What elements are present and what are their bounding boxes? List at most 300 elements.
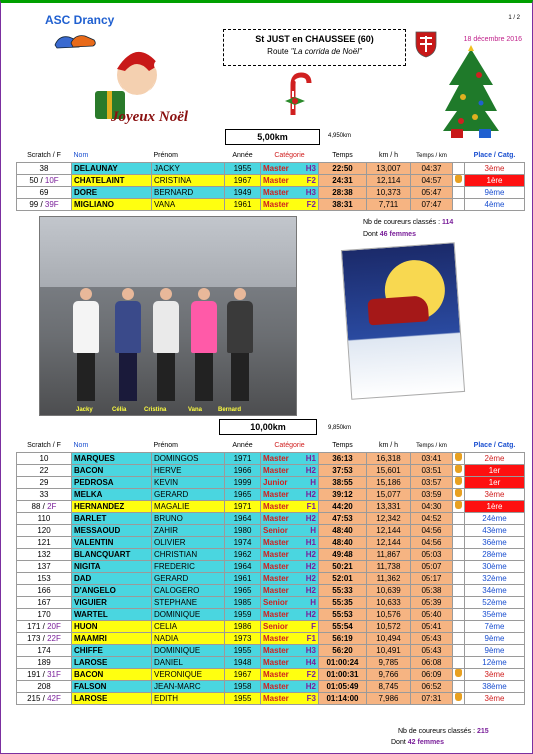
cell-place	[465, 608, 525, 620]
cell-prenom: GERARD	[152, 572, 225, 584]
cell-scratch	[17, 476, 72, 488]
result-row	[17, 488, 525, 500]
category-sub: F2	[306, 669, 316, 679]
photo-name-2: Célia	[112, 407, 127, 413]
cell-place	[465, 680, 525, 692]
cell-prenom: MAGALIE	[152, 500, 225, 512]
place-number: 1	[488, 465, 494, 475]
result-row	[17, 692, 525, 704]
cell-annee: 1971	[225, 500, 261, 512]
col-temps: Temps	[332, 152, 353, 160]
cell-categorie	[261, 500, 319, 512]
cell-scratch	[17, 596, 72, 608]
scratch-rank: 137	[37, 561, 51, 571]
race2-women-count: 42	[407, 739, 416, 746]
cell-categorie	[261, 174, 319, 186]
cell-annee: 1980	[225, 524, 261, 536]
col-scratch	[17, 150, 72, 162]
scratch-rank: 22	[39, 465, 49, 475]
cell-categorie	[261, 692, 319, 704]
category-name: Senior	[263, 597, 288, 607]
cell-nom: HERNANDEZ	[72, 500, 152, 512]
place-suffix: ème	[488, 163, 505, 173]
cell-place	[465, 500, 525, 512]
col2-annee: Année	[232, 442, 253, 450]
category-name: Junior	[263, 477, 288, 487]
col2-temps: Temps	[332, 442, 353, 450]
cell-prenom: BERNARD	[152, 186, 225, 198]
cell-nom: FALSON	[72, 680, 152, 692]
cell-categorie	[261, 572, 319, 584]
cell-icon	[453, 572, 465, 584]
cell-place	[465, 536, 525, 548]
cell-scratch	[17, 656, 72, 668]
cell-prenom: JACKY	[152, 162, 225, 174]
cell-place	[465, 656, 525, 668]
cell-place	[465, 632, 525, 644]
cell-temps: 47:53	[319, 512, 367, 524]
col-tpskm: Temps / km	[416, 152, 447, 159]
place-number: 34	[482, 585, 492, 595]
category-sub: H1	[305, 537, 316, 547]
category-name: Master	[263, 693, 289, 703]
category-sub: H2	[305, 573, 316, 583]
cell-temps: 28:38	[319, 186, 367, 198]
cell-prenom: EDITH	[152, 692, 225, 704]
cell-annee: 1959	[225, 608, 261, 620]
cell-place	[465, 524, 525, 536]
cell-tpskm: 04:52	[411, 512, 453, 524]
cell-tpskm: 06:08	[411, 656, 453, 668]
cell-tpskm: 04:56	[411, 536, 453, 548]
category-sub: H	[310, 477, 316, 487]
scratch-rank: 120	[37, 525, 51, 535]
col-annee: Année	[232, 152, 253, 160]
cell-annee: 1965	[225, 488, 261, 500]
cell-annee: 1949	[225, 186, 261, 198]
cell-temps: 55:53	[319, 608, 367, 620]
result-row	[17, 584, 525, 596]
cell-icon	[453, 162, 465, 174]
place-number: 1	[488, 477, 494, 487]
cell-icon	[453, 174, 465, 186]
category-sub: H4	[305, 657, 316, 667]
cell-icon	[453, 548, 465, 560]
photo-name-3: Cristina	[144, 407, 167, 413]
cell-place	[465, 452, 525, 464]
scratch-rank: 215	[27, 693, 41, 703]
cell-prenom: CELIA	[152, 620, 225, 632]
category-name: Master	[263, 657, 289, 667]
trophy-icon	[455, 501, 462, 509]
cell-tpskm: 07:47	[411, 198, 453, 210]
cell-annee: 1966	[225, 464, 261, 476]
scratch-rank: 38	[39, 163, 49, 173]
category-name: Master	[263, 465, 289, 475]
result-row	[17, 162, 525, 174]
scratch-rank: 69	[39, 187, 49, 197]
cell-annee: 1986	[225, 620, 261, 632]
cell-place	[465, 572, 525, 584]
cell-tpskm: 03:41	[411, 452, 453, 464]
cell-scratch: 99 / 39F	[17, 198, 72, 210]
result-row	[17, 608, 525, 620]
cell-tpskm: 03:51	[411, 464, 453, 476]
race2-women-label: Dont	[391, 739, 406, 746]
cell-categorie	[261, 680, 319, 692]
cell-temps: 56:20	[319, 644, 367, 656]
cell-kmh: 11,867	[367, 548, 411, 560]
place-suffix: ème	[491, 597, 507, 607]
place-number: 36	[482, 537, 492, 547]
col2-kmh: km / h	[378, 442, 399, 450]
runner-5	[226, 288, 254, 401]
category-sub: F2	[306, 175, 316, 185]
svg-text:Joyeux Noël: Joyeux Noël	[111, 109, 189, 125]
club-name: ASC Drancy	[45, 13, 115, 27]
cell-kmh: 10,633	[367, 596, 411, 608]
result-row	[17, 668, 525, 680]
candy-cane-icon	[281, 71, 315, 119]
cell-tpskm: 06:52	[411, 680, 453, 692]
col-categorie: Catégorie	[274, 152, 305, 160]
cell-nom: LAROSE	[72, 656, 152, 668]
category-name: Master	[263, 187, 289, 197]
cell-tpskm: 04:57	[411, 174, 453, 186]
cell-annee: 1955	[225, 644, 261, 656]
cell-kmh: 10,494	[367, 632, 411, 644]
cell-place	[465, 476, 525, 488]
category-sub: H1	[305, 453, 316, 463]
col2-icon	[453, 440, 465, 452]
cell-icon	[453, 536, 465, 548]
result-row	[17, 560, 525, 572]
category-name: Master	[263, 549, 289, 559]
cell-annee: 1964	[225, 512, 261, 524]
scratch-rank: 153	[37, 573, 51, 583]
place-number: 3	[484, 163, 489, 173]
place-suffix: ème	[491, 609, 507, 619]
cell-temps: 01:00:24	[319, 656, 367, 668]
place-suffix: ème	[491, 513, 507, 523]
cell-scratch	[17, 572, 72, 584]
cell-place	[465, 596, 525, 608]
race1-header-row	[17, 150, 525, 162]
cell-prenom: KEVIN	[152, 476, 225, 488]
result-row	[17, 452, 525, 464]
female-rank: 42F	[47, 693, 61, 703]
cell-icon	[453, 524, 465, 536]
place-number: 3	[484, 693, 489, 703]
place-number: 43	[482, 525, 492, 535]
category-name: Master	[263, 163, 289, 173]
cell-temps: 48:40	[319, 524, 367, 536]
event-title-box	[223, 29, 406, 66]
place-suffix: ème	[491, 561, 507, 571]
category-name: Master	[263, 175, 289, 185]
category-name: Master	[263, 633, 289, 643]
cell-kmh: 15,186	[367, 476, 411, 488]
cell-kmh: 11,362	[367, 572, 411, 584]
cell-icon	[453, 656, 465, 668]
category-name: Senior	[263, 525, 288, 535]
category-sub: F	[311, 621, 316, 631]
result-row	[17, 524, 525, 536]
cell-place	[465, 644, 525, 656]
cell-prenom: OLIVIER	[152, 536, 225, 548]
race1-results-table	[16, 150, 525, 211]
scratch-rank: 50	[29, 175, 39, 185]
cell-icon	[453, 488, 465, 500]
category-sub: H	[310, 597, 316, 607]
race2-classified	[398, 728, 489, 735]
cell-place	[465, 692, 525, 704]
result-row	[17, 572, 525, 584]
cell-prenom: DOMINIQUE	[152, 644, 225, 656]
photo-name-1: Jacky	[76, 407, 93, 413]
cell-tpskm: 06:09	[411, 668, 453, 680]
result-row	[17, 632, 525, 644]
place-suffix: ère	[490, 501, 503, 511]
race1-women	[363, 231, 416, 238]
category-name: Master	[263, 669, 289, 679]
cell-place	[465, 186, 525, 198]
cell-kmh: 11,738	[367, 560, 411, 572]
cell-prenom: STEPHANE	[152, 596, 225, 608]
category-name: Master	[263, 513, 289, 523]
place-number: 3	[484, 669, 489, 679]
result-row	[17, 198, 525, 210]
cell-prenom: ZAHIR	[152, 524, 225, 536]
cell-tpskm: 05:43	[411, 644, 453, 656]
place-number: 30	[482, 561, 492, 571]
category-sub: F2	[306, 199, 316, 209]
cell-place	[465, 464, 525, 476]
race2-distance: 10,00km	[219, 419, 317, 435]
cell-scratch	[17, 488, 72, 500]
cell-scratch	[17, 464, 72, 476]
cell-temps: 55:33	[319, 584, 367, 596]
scratch-rank: 132	[37, 549, 51, 559]
cell-nom: BLANCQUART	[72, 548, 152, 560]
category-sub: H2	[305, 549, 316, 559]
category-name: Master	[263, 645, 289, 655]
cell-kmh: 15,077	[367, 488, 411, 500]
cell-icon	[453, 452, 465, 464]
cell-prenom: NADIA	[152, 632, 225, 644]
cell-categorie	[261, 620, 319, 632]
cell-categorie	[261, 464, 319, 476]
col-kmh: km / h	[378, 152, 399, 160]
place-number: 2	[484, 453, 489, 463]
race2-classified-label: Nb de coureurs classés :	[398, 728, 476, 735]
result-row	[17, 464, 525, 476]
col-nom: Nom	[73, 152, 89, 160]
cell-icon	[453, 186, 465, 198]
cell-place	[465, 162, 525, 174]
cell-prenom: HERVE	[152, 464, 225, 476]
race1-classified	[363, 219, 453, 226]
cell-kmh: 16,318	[367, 452, 411, 464]
col2-prenom: Prénom	[153, 442, 179, 450]
race2-classified-count: 215	[477, 728, 489, 735]
cell-icon	[453, 620, 465, 632]
cell-annee: 1985	[225, 596, 261, 608]
place-suffix: ème	[491, 657, 507, 667]
category-sub: F1	[306, 633, 316, 643]
col2-scratch-label: Scratch / F	[27, 442, 61, 450]
cell-annee: 1955	[225, 162, 261, 174]
cell-scratch: 88 / 2F	[17, 500, 72, 512]
photo-name-5: Bernard	[218, 407, 242, 413]
result-row	[17, 656, 525, 668]
col-icon	[453, 150, 465, 162]
photo-name-4: Vana	[188, 407, 203, 413]
col2-scratch	[17, 440, 72, 452]
category-name: Master	[263, 561, 289, 571]
col2-place: Place / Catg.	[473, 442, 516, 450]
cell-categorie	[261, 632, 319, 644]
cell-kmh: 10,373	[367, 186, 411, 198]
cell-nom: PEDROSA	[72, 476, 152, 488]
cell-kmh: 7,986	[367, 692, 411, 704]
result-row	[17, 536, 525, 548]
place-suffix: ème	[491, 525, 507, 535]
cell-prenom: DANIEL	[152, 656, 225, 668]
cell-nom: D'ANGELO	[72, 584, 152, 596]
place-number: 9	[484, 633, 489, 643]
category-sub: H	[310, 525, 316, 535]
cell-scratch	[17, 608, 72, 620]
cell-nom: DORE	[72, 186, 152, 198]
cell-temps: 37:53	[319, 464, 367, 476]
cell-kmh: 8,745	[367, 680, 411, 692]
cell-place	[465, 512, 525, 524]
category-name: Master	[263, 537, 289, 547]
cell-kmh: 10,639	[367, 584, 411, 596]
category-sub: F1	[306, 501, 316, 511]
group-photo	[39, 216, 297, 416]
race1-rows	[17, 162, 525, 210]
cell-tpskm: 05:39	[411, 596, 453, 608]
race1-distance: 5,00km	[225, 129, 320, 145]
place-suffix: er	[493, 477, 501, 487]
place-number: 24	[482, 513, 492, 523]
cell-temps: 22:50	[319, 162, 367, 174]
trophy-icon	[455, 453, 462, 461]
cell-categorie	[261, 452, 319, 464]
cell-nom: DELAUNAY	[72, 162, 152, 174]
cell-categorie	[261, 668, 319, 680]
female-rank: 39F	[44, 199, 59, 209]
cell-place	[465, 488, 525, 500]
cell-categorie	[261, 536, 319, 548]
scratch-rank: 166	[37, 585, 51, 595]
category-name: Master	[263, 573, 289, 583]
cell-scratch: 171 / 20F	[17, 620, 72, 632]
place-number: 3	[484, 489, 489, 499]
result-row	[17, 500, 525, 512]
category-sub: H2	[305, 489, 316, 499]
category-name: Master	[263, 453, 289, 463]
cell-categorie	[261, 198, 319, 210]
race2-women-suffix: femmes	[417, 739, 444, 746]
race1-classified-label: Nb de coureurs classés :	[363, 219, 441, 226]
female-rank: 22F	[47, 633, 61, 643]
cell-icon	[453, 500, 465, 512]
category-name: Senior	[263, 621, 288, 631]
cell-temps: 38:55	[319, 476, 367, 488]
result-row	[17, 476, 525, 488]
cell-prenom: JEAN-MARC	[152, 680, 225, 692]
cell-nom: MIGLIANO	[72, 198, 152, 210]
place-suffix: ème	[488, 669, 505, 679]
cell-temps: 38:31	[319, 198, 367, 210]
cell-nom: BACON	[72, 668, 152, 680]
trophy-icon	[455, 693, 462, 701]
scratch-rank: 208	[37, 681, 51, 691]
cell-tpskm: 05:47	[411, 186, 453, 198]
cell-kmh: 10,491	[367, 644, 411, 656]
cell-place	[465, 198, 525, 210]
cell-annee: 1962	[225, 548, 261, 560]
cell-place	[465, 174, 525, 186]
cell-icon	[453, 464, 465, 476]
cell-scratch: 191 / 31F	[17, 668, 72, 680]
cell-tpskm: 05:07	[411, 560, 453, 572]
cell-annee: 1971	[225, 452, 261, 464]
place-number: 28	[482, 549, 492, 559]
race2-rows	[17, 452, 525, 704]
race1-women-count: 46	[379, 231, 388, 238]
result-row	[17, 548, 525, 560]
cell-tpskm: 03:57	[411, 476, 453, 488]
category-sub: H2	[305, 609, 316, 619]
cell-place	[465, 584, 525, 596]
cell-scratch: 215 / 42F	[17, 692, 72, 704]
col2-nom: Nom	[73, 442, 89, 450]
cell-kmh: 7,711	[367, 198, 411, 210]
cell-scratch	[17, 536, 72, 548]
category-name: Master	[263, 585, 289, 595]
cell-annee: 1967	[225, 668, 261, 680]
cell-tpskm: 04:56	[411, 524, 453, 536]
result-row	[17, 620, 525, 632]
cell-nom: BARLET	[72, 512, 152, 524]
cell-scratch	[17, 186, 72, 198]
col2-tpskm: Temps / km	[416, 442, 447, 449]
cell-temps: 01:14:00	[319, 692, 367, 704]
cell-tpskm: 04:30	[411, 500, 453, 512]
cell-kmh: 12,144	[367, 536, 411, 548]
place-suffix: ère	[490, 175, 503, 185]
cell-categorie	[261, 476, 319, 488]
cell-scratch: 50 / 10F	[17, 174, 72, 186]
cell-prenom: CRISTINA	[152, 174, 225, 186]
cell-annee: 1961	[225, 198, 261, 210]
cell-tpskm: 05:38	[411, 584, 453, 596]
cell-nom: MARQUES	[72, 452, 152, 464]
place-suffix: ème	[488, 453, 505, 463]
cell-temps: 01:05:49	[319, 680, 367, 692]
place-suffix: ème	[488, 489, 505, 499]
race2-measured: 9,850km	[328, 425, 352, 431]
race2-women	[391, 739, 444, 746]
cell-kmh: 15,601	[367, 464, 411, 476]
place-number: 9	[484, 187, 489, 197]
cell-nom: NIGITA	[72, 560, 152, 572]
cell-categorie	[261, 524, 319, 536]
